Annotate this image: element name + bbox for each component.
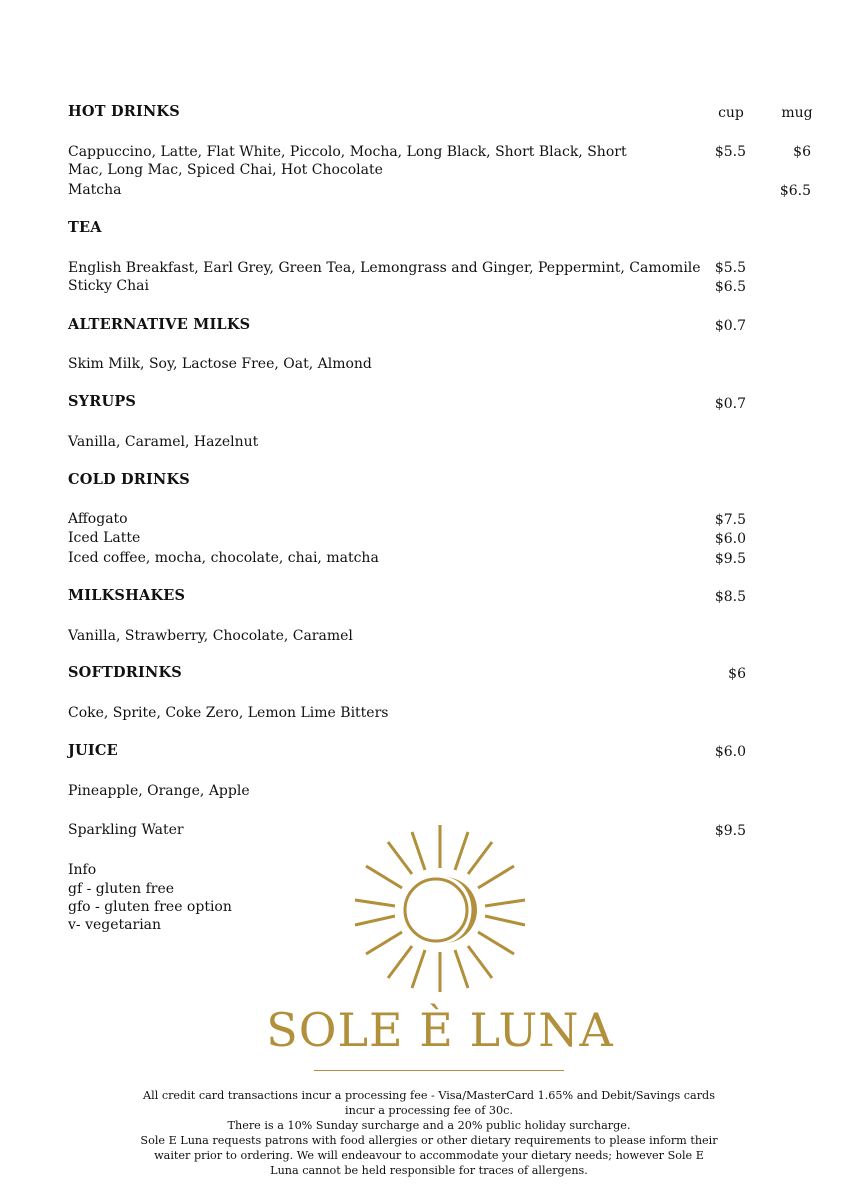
hot-drinks-item-matcha: Matcha <box>68 182 122 198</box>
tea-item-2: Sticky Chai <box>68 278 149 294</box>
tea-item-1: English Breakfast, Earl Grey, Green Tea, Lemongrass and Ginger, Peppermint, Camomile <box>68 260 701 276</box>
section-title-hot-drinks: HOT DRINKS <box>68 103 180 120</box>
brand-wordmark: SOLE È LUNA <box>266 1003 614 1057</box>
sparkling-water-item: Sparkling Water <box>68 822 184 838</box>
hot-drinks-item-coffee: Cappuccino, Latte, Flat White, Piccolo, Mocha, Long Black, Short Black, Short Mac, Long Mac, Spiced Chai, Hot Chocolate <box>68 144 627 178</box>
hot-drinks-matcha-mug-price: $6.5 <box>779 183 811 199</box>
tea-item-2-price: $6.5 <box>714 279 746 295</box>
milkshakes-price: $8.5 <box>714 589 746 605</box>
section-title-milkshakes: MILKSHAKES <box>68 587 186 604</box>
info-gfo: gfo - gluten free option <box>68 899 232 915</box>
info-title: Info <box>68 862 97 878</box>
juice-price: $6.0 <box>714 744 746 760</box>
softdrinks-price: $6 <box>728 666 746 682</box>
cold-drinks-item-1: Affogato <box>68 511 128 527</box>
juice-items: Pineapple, Orange, Apple <box>68 783 250 799</box>
section-title-syrups: SYRUPS <box>68 393 137 410</box>
alternative-milks-price: $0.7 <box>714 318 746 334</box>
section-title-softdrinks: SOFTDRINKS <box>68 664 182 681</box>
footer-surcharge: There is a 10% Sunday surcharge and a 20% public holiday surcharge. <box>227 1119 631 1132</box>
info-v: v- vegetarian <box>68 917 162 933</box>
syrups-items: Vanilla, Caramel, Hazelnut <box>68 434 259 450</box>
alternative-milks-items: Skim Milk, Soy, Lactose Free, Oat, Almond <box>68 356 372 372</box>
cold-drinks-item-3-price: $9.5 <box>714 551 746 567</box>
footer-card-fee: All credit card transactions incur a processing fee - Visa/MasterCard 1.65% and Debit/Savings cards incur a processing fee of 30c. <box>143 1089 715 1117</box>
softdrinks-items: Coke, Sprite, Coke Zero, Lemon Lime Bitters <box>68 705 389 721</box>
cold-drinks-item-3: Iced coffee, mocha, chocolate, chai, matcha <box>68 550 379 566</box>
info-gf: gf - gluten free <box>68 881 175 897</box>
section-title-alternative-milks: ALTERNATIVE MILKS <box>68 316 251 333</box>
section-title-tea: TEA <box>68 219 102 236</box>
sun-moon-icon <box>340 820 540 1000</box>
cold-drinks-item-1-price: $7.5 <box>714 512 746 528</box>
syrups-price: $0.7 <box>714 396 746 412</box>
sparkling-water-price: $9.5 <box>714 823 746 839</box>
footer-allergen: Sole E Luna requests patrons with food allergies or other dietary requirements to please inform their waiter prior to ordering. We will endeavour to accommodate your dietary needs; however Sole E Luna cannot be held responsible for traces of allergens. <box>140 1134 718 1177</box>
hot-drinks-coffee-mug-price: $6 <box>793 144 811 160</box>
footer-notice <box>140 1088 718 1178</box>
brand-divider <box>314 1070 564 1071</box>
tea-item-1-price: $5.5 <box>714 260 746 276</box>
column-header-mug: mug <box>781 105 813 121</box>
section-title-cold-drinks: COLD DRINKS <box>68 471 190 488</box>
hot-drinks-coffee-cup-price: $5.5 <box>714 144 746 160</box>
section-title-juice: JUICE <box>68 742 118 759</box>
milkshakes-items: Vanilla, Strawberry, Chocolate, Caramel <box>68 628 353 644</box>
column-header-cup: cup <box>718 105 744 121</box>
cold-drinks-item-2-price: $6.0 <box>714 531 746 547</box>
cold-drinks-item-2: Iced Latte <box>68 530 141 546</box>
